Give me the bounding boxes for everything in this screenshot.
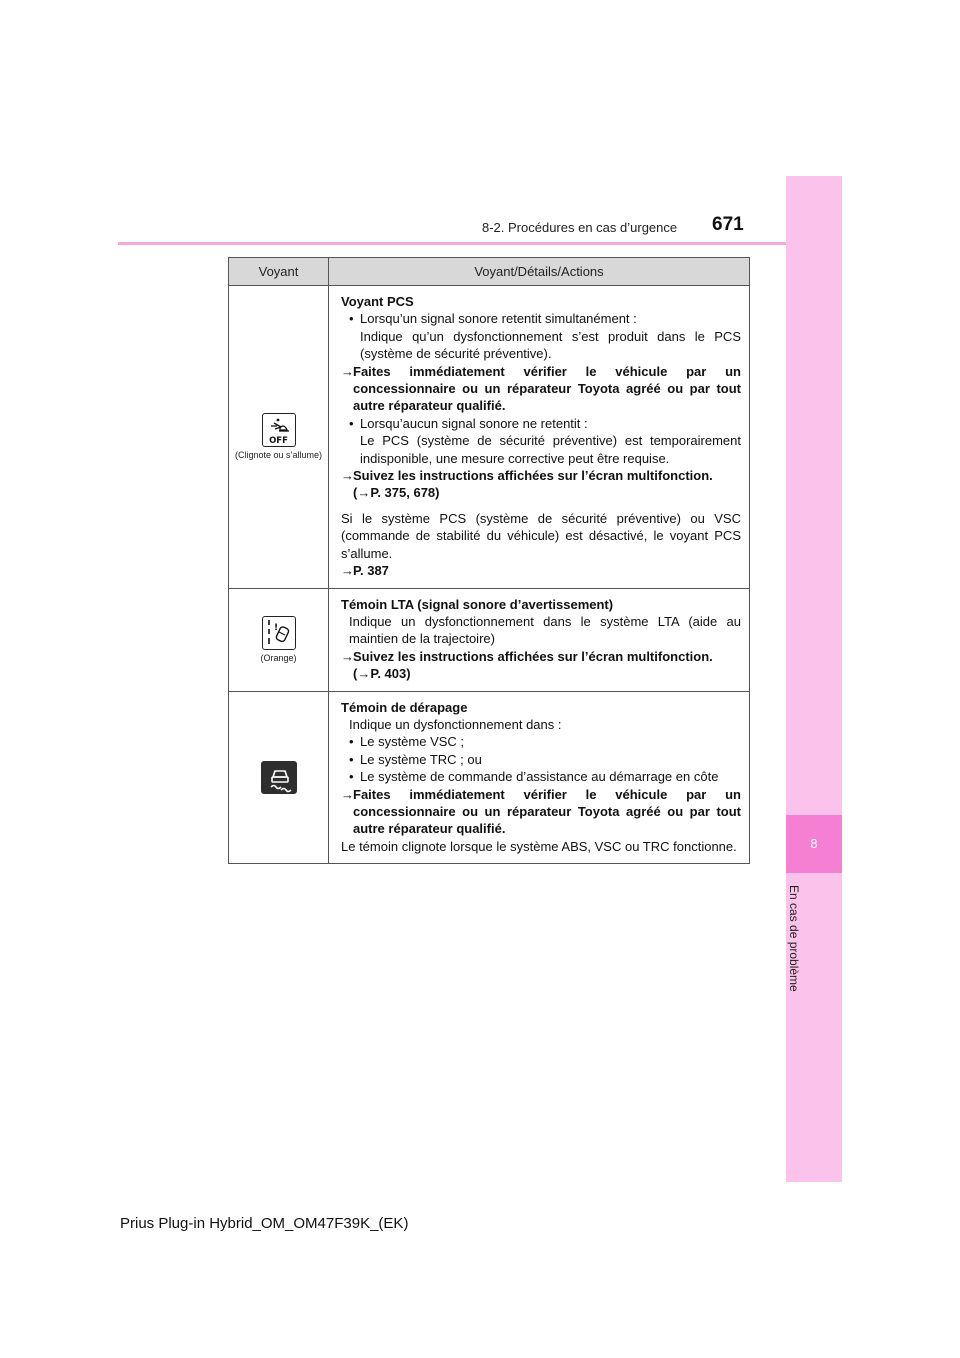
row-note: Si le système PCS (système de sécurité préventive) ou VSC (commande de stabilité du véhicule) est désactivé, le voyant PCS s’allume. bbox=[341, 510, 741, 561]
row-description: Le PCS (système de sécurité préventive) est temporairement indisponible, une mesure corrective peut être requise. bbox=[360, 433, 741, 466]
footer-model-code: Prius Plug-in Hybrid_OM_OM47F39K_(EK) bbox=[120, 1215, 409, 1232]
icon-cell bbox=[229, 286, 329, 589]
page-number: 671 bbox=[712, 214, 744, 235]
icon-caption: (Orange) bbox=[260, 653, 297, 664]
action-text: → Faites immédiatement vérifier le véhicule par un concessionnaire ou un réparateur Toyota agréé ou par tout autre réparateur qualifié. bbox=[341, 786, 741, 837]
list-item: • Lorsqu’un signal sonore retentit simultanément : bbox=[349, 311, 637, 327]
chapter-side-band bbox=[786, 176, 842, 1182]
warning-lights-table bbox=[228, 257, 750, 864]
details-cell bbox=[329, 588, 750, 691]
table-row bbox=[229, 286, 750, 589]
action-text: → Suivez les instructions affichées sur l’écran multifonction. bbox=[341, 648, 713, 664]
table-row bbox=[229, 691, 750, 864]
pcs-icon-off-text: OFF bbox=[269, 436, 288, 446]
column-header-voyant: Voyant bbox=[229, 258, 329, 286]
details-cell bbox=[329, 691, 750, 864]
list-item: • Le système TRC ; ou bbox=[349, 751, 482, 767]
list-item: • Le système VSC ; bbox=[349, 734, 465, 750]
column-header-details: Voyant/Détails/Actions bbox=[329, 258, 750, 286]
row-title: Témoin de dérapage bbox=[341, 699, 468, 715]
row-description: Indique un dysfonctionnement dans : bbox=[349, 716, 562, 732]
list-item: • Le système de commande d’assistance au démarrage en côte bbox=[349, 769, 719, 785]
row-note: Le témoin clignote lorsque le système ABS, VSC ou TRC fonctionne. bbox=[341, 838, 737, 854]
chapter-number: 8 bbox=[810, 836, 818, 851]
row-title: Voyant PCS bbox=[341, 294, 414, 309]
table-header-row bbox=[229, 258, 750, 286]
header-rule bbox=[118, 242, 840, 245]
svg-text:!: ! bbox=[274, 623, 279, 634]
pcs-off-warning-icon bbox=[262, 413, 296, 447]
details-cell bbox=[329, 286, 750, 589]
row-title: Témoin LTA (signal sonore d’avertissement) bbox=[341, 596, 614, 612]
icon-cell bbox=[229, 691, 329, 864]
chapter-label: En cas de problème bbox=[787, 885, 801, 992]
page-reference: → P. 387 bbox=[341, 563, 389, 579]
action-text: → Faites immédiatement vérifier le véhicule par un concessionnaire ou un réparateur Toyota agréé ou par tout autre réparateur qualifié. bbox=[341, 363, 741, 414]
action-text: → Suivez les instructions affichées sur l’écran multifonction. bbox=[341, 468, 713, 484]
icon-caption: (Clignote ou s’allume) bbox=[234, 450, 323, 461]
table-row bbox=[229, 588, 750, 691]
icon-cell bbox=[229, 588, 329, 691]
page-reference: (→P. 403) bbox=[353, 666, 411, 682]
row-description: Indique qu’un dysfonctionnement s’est produit dans le PCS (système de sécurité préventive). bbox=[360, 328, 741, 362]
list-item: • Lorsqu’aucun signal sonore ne retentit : bbox=[349, 415, 588, 431]
page-reference: (→P. 375, 678) bbox=[353, 485, 440, 501]
slip-indicator-icon bbox=[261, 761, 297, 794]
row-description: Indique un dysfonctionnement dans le système LTA (aide au maintien de la trajectoire) bbox=[349, 613, 741, 647]
lta-lane-warning-icon bbox=[262, 616, 296, 650]
section-title: 8-2. Procédures en cas d’urgence bbox=[482, 220, 678, 235]
